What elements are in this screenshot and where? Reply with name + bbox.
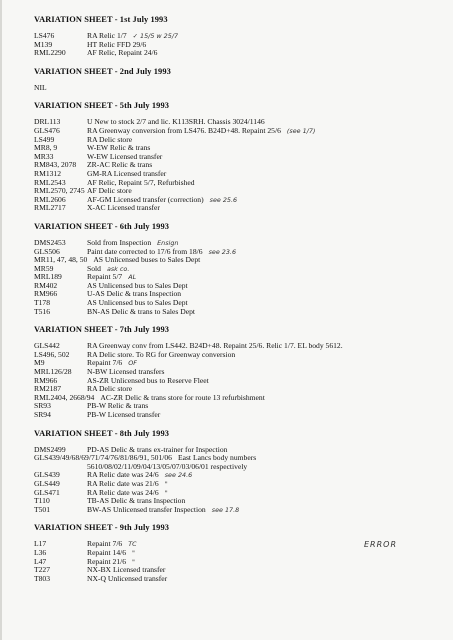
- entry-row: [34, 144, 445, 153]
- handwritten-note: (see 1/7): [286, 126, 316, 135]
- description-text: ZR-AC Relic & trans: [87, 161, 153, 170]
- entry-description: [87, 179, 445, 188]
- entry-description: [87, 308, 445, 317]
- variation-section: [34, 522, 445, 583]
- entry-row: [34, 136, 445, 145]
- description-text: AS Unlicensed bus to Sales Dept: [87, 281, 188, 290]
- section-heading: VARIATION SHEET - 7th July 1993: [34, 325, 170, 335]
- entry-row: [34, 265, 445, 274]
- vehicle-code: MRL126/28: [34, 367, 72, 377]
- entry-description: [87, 32, 445, 41]
- entry-description: [87, 118, 445, 127]
- entry-row: [34, 497, 445, 506]
- vehicle-code: GLS442: [34, 341, 60, 351]
- vehicle-code: GLS439: [34, 470, 60, 480]
- entry-row: [34, 161, 445, 170]
- description-text: RA Greenway conv from LS442. B24D+48. Repaint 25/6. Relic 1/7. EL body 5612.: [87, 342, 343, 351]
- entry-row: [34, 575, 445, 584]
- description-text: AF Relic, Repaint 24/6: [87, 49, 158, 58]
- entry-row: [34, 463, 445, 472]
- vehicle-code: RM966: [34, 289, 58, 299]
- description-text: BN-AS Delic & trans to Sales Dept: [87, 307, 195, 316]
- description-text: U New to stock 2/7 and lic. K113SRH. Chassis 3024/1146: [87, 118, 265, 127]
- entry-description: [87, 489, 445, 498]
- vehicle-code: RM2187: [34, 384, 62, 394]
- description-text: PB-W Licensed transfer: [87, 411, 161, 419]
- vehicle-code: LS496, 502: [34, 349, 70, 359]
- entry-row: [34, 32, 445, 41]
- entry-row: [34, 299, 445, 308]
- entry-description: [87, 506, 445, 515]
- entry-description: [87, 566, 445, 575]
- entry-row: [34, 118, 445, 127]
- entry-description: [87, 153, 445, 162]
- vehicle-code: MR11, 47, 48, 50: [34, 255, 88, 265]
- vehicle-code: T227: [34, 565, 51, 575]
- vehicle-code: RM402: [34, 280, 58, 290]
- entry-row: [34, 549, 445, 558]
- vehicle-code: MR8, 9: [34, 143, 58, 153]
- entry-description: [87, 402, 445, 411]
- vehicle-code: DRL113: [34, 117, 61, 127]
- description-text: TB-AS Delic & trans Inspection: [87, 497, 186, 506]
- handwritten-note: see 17.8: [211, 505, 240, 514]
- entry-description: [87, 136, 445, 145]
- description-text: RA Relic 1/7: [87, 32, 127, 40]
- description-text: N-BW Licensed transfers: [87, 368, 165, 377]
- entry-row: [34, 290, 445, 299]
- entry-description: [93, 256, 445, 265]
- entry-row: [34, 49, 445, 58]
- vehicle-code: MR33: [34, 151, 54, 161]
- description-text: Sold from Inspection: [87, 238, 152, 247]
- entry-description: [87, 204, 445, 213]
- entry-description: [87, 359, 445, 368]
- entry-row: [34, 84, 445, 93]
- vehicle-code: RML2290: [34, 48, 66, 58]
- entry-description: [87, 377, 445, 386]
- entry-row: [34, 342, 445, 351]
- entry-description: [87, 273, 445, 282]
- entry-row: [34, 204, 445, 213]
- handwritten-note: ": [132, 557, 135, 566]
- handwritten-note: ": [164, 479, 168, 488]
- vehicle-code: GLS471: [34, 487, 60, 497]
- section-heading: VARIATION SHEET - 6th July 1993: [34, 221, 170, 231]
- entry-description: [87, 248, 445, 257]
- handwritten-note: ": [164, 488, 168, 497]
- description-text: RA Relic date was 24/6: [87, 488, 159, 497]
- handwritten-note: ask co.: [106, 264, 130, 273]
- vehicle-code: RM966: [34, 375, 58, 385]
- entry-description: [87, 196, 445, 205]
- entry-description: [87, 265, 445, 274]
- entry-row: [34, 411, 445, 420]
- vehicle-code: MR59: [34, 263, 54, 273]
- entry-description: [87, 471, 445, 480]
- vehicle-code: SR94: [34, 410, 51, 419]
- entry-description: [87, 299, 445, 308]
- variation-section: [34, 324, 445, 419]
- description-text: HT Relic FFD 29/6: [87, 40, 147, 49]
- entry-row: [34, 454, 445, 463]
- vehicle-code: RML2404, 2668/94: [34, 392, 95, 402]
- section-heading: VARIATION SHEET - 9th July 1993: [34, 523, 170, 533]
- description-text: AF Delic store: [87, 187, 132, 196]
- error-margin-note: ERROR: [363, 540, 397, 549]
- sections-container: [34, 14, 445, 583]
- entry-description: [87, 49, 445, 58]
- description-text: Repaint 7/6: [87, 359, 123, 368]
- vehicle-code: L47: [34, 556, 47, 566]
- entry-row: [34, 566, 445, 575]
- entry-description: [87, 411, 445, 420]
- entry-description: [87, 351, 445, 360]
- entry-row: [34, 256, 445, 265]
- entry-description: [87, 161, 445, 170]
- entry-description: [87, 144, 445, 153]
- entry-row: [34, 385, 445, 394]
- entry-description: [87, 463, 445, 472]
- handwritten-note: ✓ 15/5 w 25/7: [132, 32, 179, 40]
- description-text: PB-W Relic & trans: [87, 402, 149, 411]
- entry-description: [87, 558, 445, 567]
- description-text: Repaint 21/6: [87, 557, 127, 566]
- entry-row: [34, 489, 445, 498]
- entry-description: [87, 170, 445, 179]
- vehicle-code: T110: [34, 496, 50, 506]
- handwritten-note: Ensign: [157, 238, 179, 247]
- description-text: AS Unlicensed buses to Sales Dept: [93, 256, 201, 265]
- vehicle-code: L36: [34, 547, 47, 557]
- vehicle-code: T501: [34, 504, 51, 514]
- vehicle-code: T178: [34, 298, 51, 308]
- vehicle-code: T516: [34, 306, 51, 316]
- vehicle-code: RM843, 2078: [34, 160, 77, 170]
- handwritten-note: TC: [128, 540, 137, 549]
- entry-row: [34, 239, 445, 248]
- variation-section: [34, 100, 445, 213]
- description-text: 5610/08/02/11/09/04/13/05/07/03/06/01 respectively: [87, 462, 248, 471]
- entry-description: [87, 187, 445, 196]
- description-text: Sold: [87, 264, 101, 273]
- entry-row: [34, 351, 445, 360]
- entry-description: [87, 385, 445, 394]
- vehicle-code: GLS476: [34, 125, 60, 135]
- entry-description: [87, 368, 445, 377]
- description-text: RA Delic store. To RG for Greenway conversion: [87, 350, 236, 359]
- entry-description: [87, 575, 445, 584]
- vehicle-code: DMS2453: [34, 237, 66, 247]
- description-text: AS-ZR Unlicensed bus to Reserve Fleet: [87, 376, 209, 385]
- vehicle-code: GLS506: [34, 246, 60, 256]
- entry-row: [34, 127, 445, 136]
- entry-row: [34, 402, 445, 411]
- vehicle-code: LS499: [34, 134, 55, 144]
- scan-edge: [0, 0, 2, 640]
- entry-row: [34, 368, 445, 377]
- entry-description: [87, 282, 445, 291]
- entry-row: [34, 187, 445, 196]
- vehicle-code: RML2570, 2745: [34, 186, 85, 196]
- entry-row: [34, 273, 445, 282]
- handwritten-note: see 25.6: [209, 195, 238, 204]
- vehicle-code: RML2606: [34, 194, 66, 204]
- description-text: BW-AS Unlicensed transfer Inspection: [87, 505, 206, 514]
- vehicle-code: GLS449: [34, 478, 60, 488]
- entry-row: [34, 377, 445, 386]
- vehicle-code: M9: [34, 358, 45, 368]
- entry-row: [34, 170, 445, 179]
- section-heading: VARIATION SHEET - 8th July 1993: [34, 428, 170, 438]
- description-text: NX-BX Licensed transfer: [87, 566, 166, 575]
- description-text: PD-AS Delic & trans ex-trainer for Inspection: [87, 445, 228, 454]
- description-text: W-EW Relic & trans: [87, 144, 151, 153]
- description-text: AC-ZR Delic & trans store for route 13 refurbishment: [100, 393, 265, 402]
- entry-row: [34, 248, 445, 257]
- entry-description: [87, 342, 445, 351]
- section-heading: VARIATION SHEET - 1st July 1993: [34, 15, 168, 24]
- handwritten-note: see 23.6: [208, 247, 237, 256]
- entry-description: [87, 41, 445, 50]
- description-text: East Lancs body numbers: [177, 454, 257, 463]
- vehicle-code: RM1312: [34, 168, 62, 178]
- description-text: RA Relic date was 21/6: [87, 479, 159, 488]
- description-text: RA Relic date was 24/6: [87, 471, 159, 480]
- entry-description: [87, 127, 445, 136]
- vehicle-code: DMS2499: [34, 444, 66, 454]
- description-text: Paint date corrected to 17/6 from 18/6: [87, 247, 203, 256]
- handwritten-note: see 24.6: [164, 471, 193, 480]
- vehicle-code: L17: [34, 539, 47, 549]
- entry-row: [34, 394, 445, 403]
- description-text: AF-GM Licensed transfer (correction): [87, 195, 204, 204]
- entry-row: [34, 179, 445, 188]
- handwritten-note: OF: [128, 359, 137, 368]
- entry-row: [34, 282, 445, 291]
- entry-description: [87, 290, 445, 299]
- entry-row: [34, 308, 445, 317]
- handwritten-note: AL: [128, 273, 137, 282]
- description-text: AS Unlicensed bus to Sales Dept: [87, 299, 188, 308]
- variation-section: [34, 428, 445, 515]
- entry-description: [178, 454, 445, 463]
- entry-description: [87, 239, 445, 248]
- section-heading: VARIATION SHEET - 2nd July 1993: [34, 66, 171, 76]
- entry-description: [87, 480, 445, 489]
- description-text: X-AC Licensed transfer: [87, 204, 160, 213]
- description-text: Repaint 7/6: [87, 540, 123, 549]
- entry-row: [34, 41, 445, 50]
- description-text: NX-Q Unlicensed transfer: [87, 574, 168, 583]
- section-heading: VARIATION SHEET - 5th July 1993: [34, 101, 170, 111]
- vehicle-code: RML2717: [34, 203, 66, 213]
- entry-description: [87, 497, 445, 506]
- entry-row: [34, 471, 445, 480]
- entry-row: [34, 506, 445, 515]
- description-text: RA Greenway conversion from LS476. B24D+48. Repaint 25/6: [87, 126, 281, 135]
- entry-row: [34, 480, 445, 489]
- description-text: Repaint 14/6: [87, 548, 127, 557]
- entry-description: [87, 84, 445, 93]
- variation-section: [34, 221, 445, 316]
- vehicle-code: NIL: [34, 82, 47, 92]
- vehicle-code: T803: [34, 573, 51, 583]
- vehicle-code: LS476: [34, 31, 55, 40]
- description-text: W-EW Licensed transfer: [87, 152, 163, 161]
- description-text: Repaint 5/7: [87, 273, 123, 282]
- description-text: GM-RA Licensed transfer: [87, 169, 167, 178]
- vehicle-code: SR93: [34, 401, 51, 411]
- description-text: AF Relic, Repaint 5/7, Refurbished: [87, 178, 195, 187]
- entry-row: [34, 196, 445, 205]
- variation-section: [34, 66, 445, 93]
- entry-row: [34, 153, 445, 162]
- entry-description: [87, 549, 445, 558]
- entry-row: [34, 359, 445, 368]
- vehicle-code: GLS439/49/68/69/71/74/76/81/86/91, 501/06: [34, 453, 172, 463]
- entry-row: [34, 558, 445, 567]
- variation-section: [34, 14, 445, 58]
- vehicle-code: M139: [34, 39, 53, 49]
- handwritten-note: ": [132, 548, 135, 557]
- vehicle-code: RML2543: [34, 177, 66, 187]
- description-text: RA Delic store: [87, 385, 133, 394]
- description-text: RA Delic store: [87, 135, 133, 144]
- vehicle-code: MRL189: [34, 272, 62, 282]
- entry-description: [100, 394, 445, 403]
- description-text: U-AS Delic & trans Inspection: [87, 290, 182, 299]
